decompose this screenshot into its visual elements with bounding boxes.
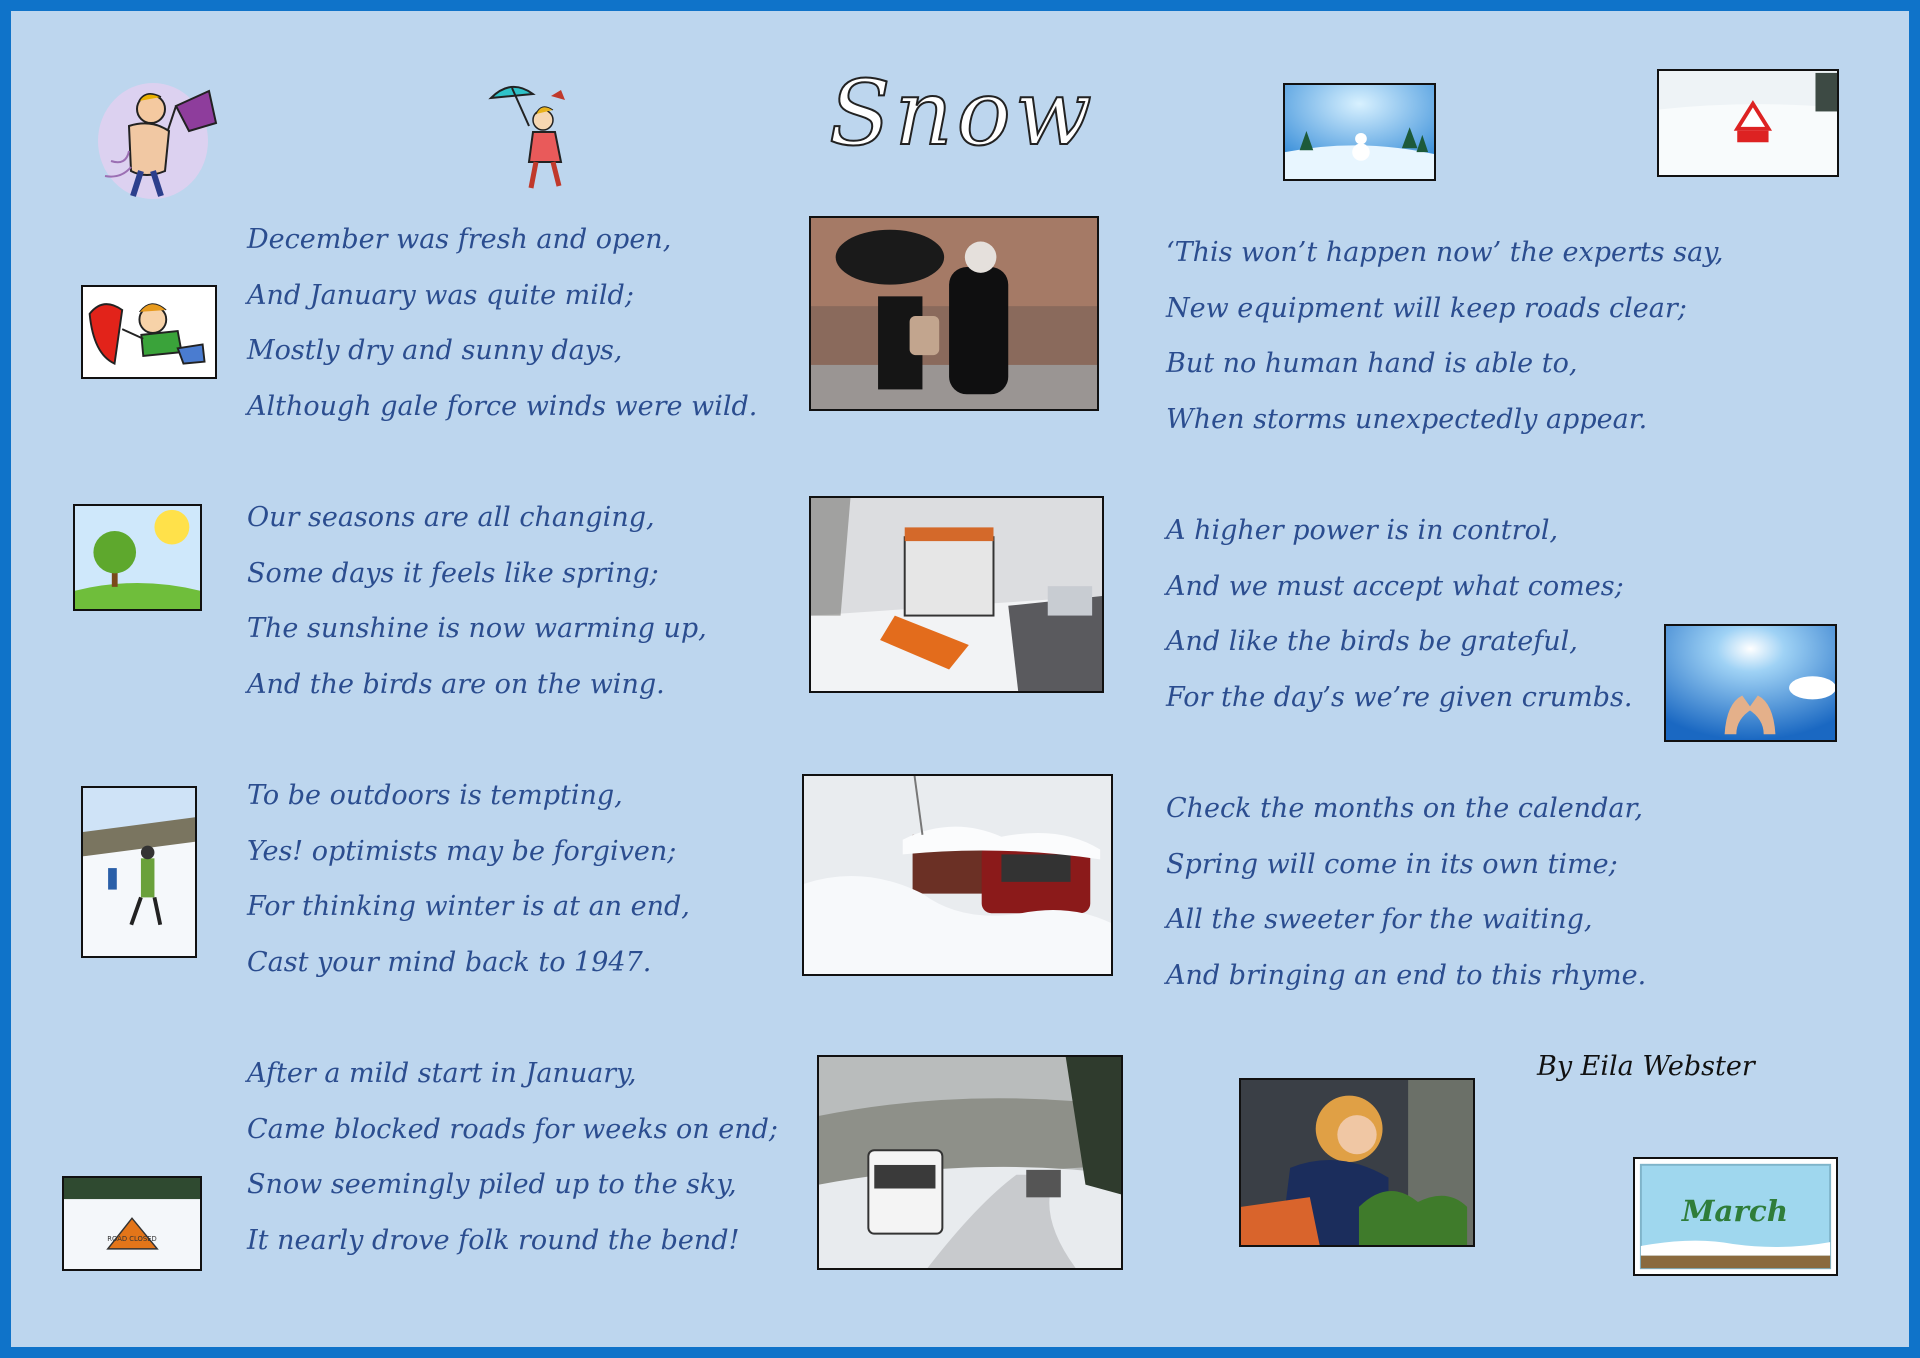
poem-line: To be outdoors is tempting,	[247, 780, 623, 811]
van-snowy-road-image	[817, 1055, 1123, 1270]
poem-line: For thinking winter is at an end,	[247, 891, 690, 922]
road-closed-sign-image	[62, 1176, 202, 1271]
poem-line: New equipment will keep roads clear;	[1166, 292, 1687, 324]
snowman-image	[1283, 83, 1436, 181]
stanza-4	[247, 1046, 778, 1268]
poster-background	[11, 11, 1909, 1347]
poem-line: Some days it feels like spring;	[247, 557, 659, 589]
poem-line: All the sweeter for the waiting,	[1166, 904, 1593, 935]
poem-title: Snow	[829, 61, 1096, 166]
poem-line: When storms unexpectedly appear.	[1166, 403, 1648, 435]
stanza-3	[247, 768, 690, 990]
poem-line: December was fresh and open,	[247, 224, 672, 255]
poem-line: But no human hand is able to,	[1166, 348, 1578, 379]
child-gardening-image	[1239, 1078, 1475, 1247]
snowplough-image	[809, 496, 1104, 693]
poem-line: Our seasons are all changing,	[247, 502, 655, 533]
stanza-7	[1166, 781, 1646, 1003]
march-card-image	[1633, 1157, 1838, 1276]
poem-line: Mostly dry and sunny days,	[247, 335, 623, 366]
tree-sun-image	[73, 504, 202, 611]
stanza-6	[1166, 503, 1632, 725]
poem-line: It nearly drove folk round the bend!	[247, 1224, 740, 1256]
poem-line: And January was quite mild;	[247, 279, 634, 311]
poem-line: And we must accept what comes;	[1166, 570, 1624, 602]
windy-pedestrians-image	[809, 216, 1099, 411]
girl-umbrella-clipart	[481, 76, 591, 201]
poem-line: Cast your mind back to 1947.	[247, 946, 652, 978]
hands-sky-image	[1664, 624, 1837, 742]
poem-line: A higher power is in control,	[1166, 515, 1559, 546]
poem-line: And bringing an end to this rhyme.	[1166, 959, 1647, 991]
march-card-text: March	[1681, 1194, 1789, 1228]
poem-line: Came blocked roads for weeks on end;	[247, 1113, 778, 1145]
poem-line: The sunshine is now warming up,	[247, 613, 707, 644]
poem-line: After a mild start in January,	[247, 1058, 637, 1089]
stanza-1	[247, 212, 757, 434]
poem-line: ‘This won’t happen now’ the experts say,	[1166, 237, 1724, 268]
poem-line: Snow seemingly piled up to the sky,	[247, 1169, 737, 1200]
poem-line: Although gale force winds were wild.	[247, 390, 758, 422]
poem-line: Check the months on the calendar,	[1166, 793, 1643, 824]
snowy-road-sign-image	[1657, 69, 1839, 177]
boy-umbrella-image	[81, 285, 217, 379]
stanza-2	[247, 490, 707, 712]
snowed-in-cars-image	[802, 774, 1113, 976]
windblown-man-clipart	[91, 71, 221, 206]
poem-line: And the birds are on the wing.	[247, 668, 665, 700]
skiers-image	[81, 786, 197, 958]
poem-line: Yes! optimists may be forgiven;	[247, 835, 677, 867]
poem-line: Spring will come in its own time;	[1166, 848, 1618, 880]
poem-line: And like the birds be grateful,	[1166, 626, 1578, 657]
stanza-5	[1166, 225, 1723, 447]
poem-line: For the day’s we’re given crumbs.	[1166, 681, 1633, 713]
road-closed-sign-text: ROAD CLOSED	[107, 1235, 157, 1244]
author-byline: By Eila Webster	[1537, 1051, 1755, 1082]
